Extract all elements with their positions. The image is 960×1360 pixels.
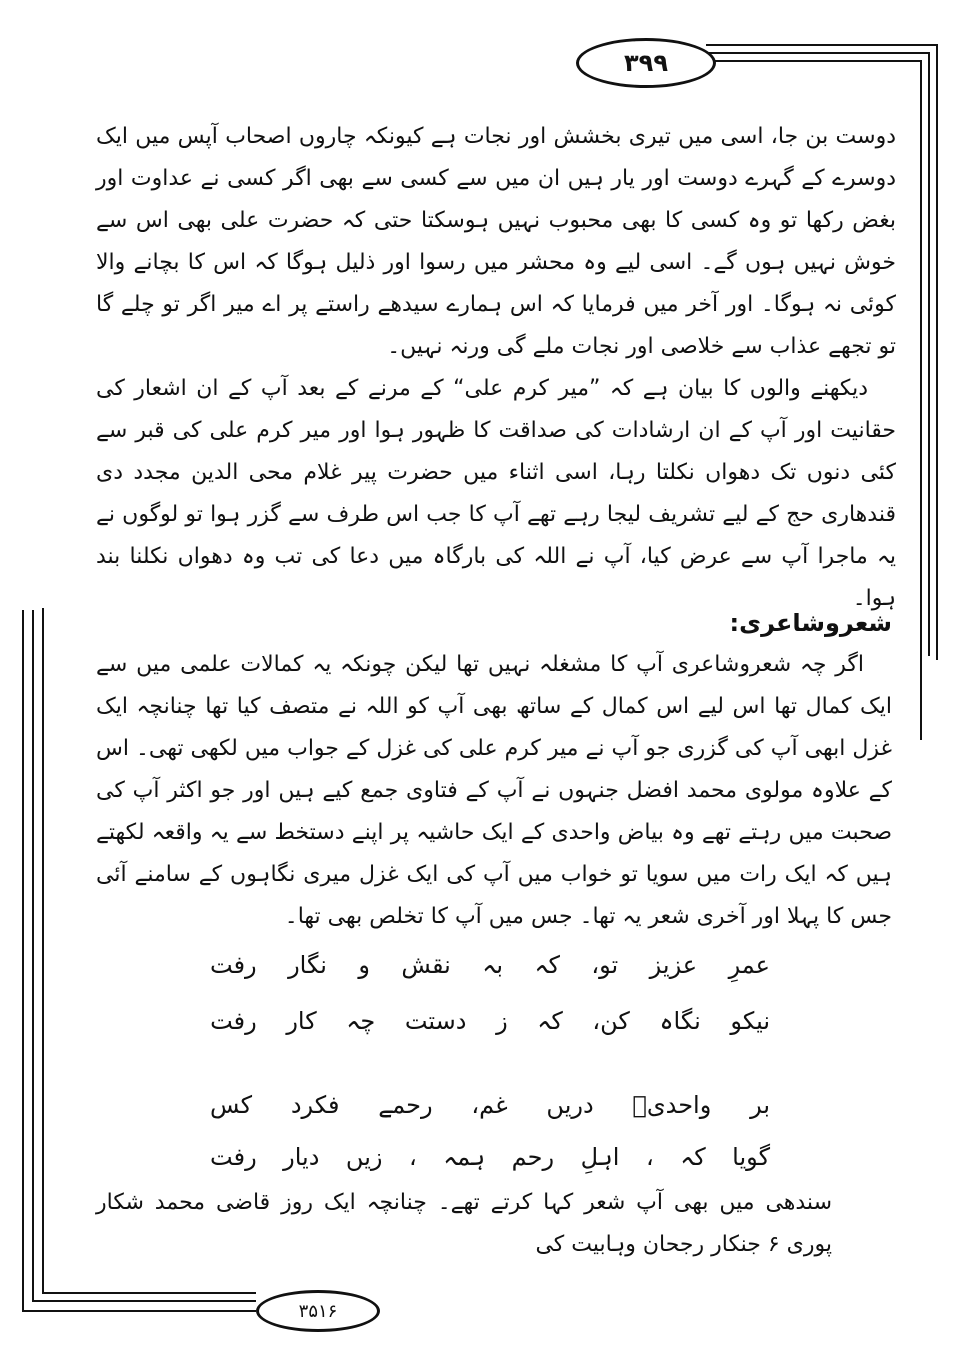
frame-bottom-line-3 xyxy=(42,1292,256,1294)
verse-word: نقش xyxy=(401,951,451,979)
verse-word: غم، xyxy=(471,1091,508,1119)
verse-word: رحمے xyxy=(378,1091,433,1119)
verse-word: نگاہ xyxy=(659,1007,701,1035)
frame-left-line-1 xyxy=(22,610,24,1310)
footer-page-ref: ۳۵۱۶ xyxy=(298,1300,338,1322)
verse-word: دستت xyxy=(404,1007,467,1035)
verse-word: نیکو xyxy=(730,1007,770,1035)
verse-word: رفت xyxy=(210,1007,257,1035)
frame-right-line-1 xyxy=(936,44,938,660)
frame-right-line-3 xyxy=(920,60,922,740)
verse-word: بر xyxy=(750,1091,770,1119)
verse-word: رفت xyxy=(210,951,257,979)
lower-text-block xyxy=(96,602,892,938)
verse-word: کن، xyxy=(592,1007,630,1035)
verse-word: رحم xyxy=(511,1143,555,1171)
verse-line-4 xyxy=(210,1132,770,1182)
frame-top-line-3 xyxy=(706,60,922,62)
verse-word: ، xyxy=(645,1143,654,1171)
verse-word: عمرِ xyxy=(728,951,770,979)
verse-word: کہ xyxy=(537,1007,563,1035)
page-number-oval xyxy=(576,38,716,88)
verse-word: ز xyxy=(496,1007,508,1035)
footer-oval xyxy=(256,1290,380,1332)
verse-word: کہ xyxy=(680,1143,706,1171)
verse-line-1 xyxy=(210,940,770,990)
frame-left-line-2 xyxy=(32,610,34,1300)
closing-line: سندھی میں بھی آپ شعر کہا کرتے تھے۔ چنانچہ ایک روز قاضی محمد شکار پوری ۶ جنکار رجحان وہابیت کی xyxy=(96,1190,832,1257)
paragraph-3: اگر چہ شعروشاعری آپ کا مشغلہ نہیں تھا لیکن چونکہ یہ کمالات علمی میں سے ایک کمال تھا اس لیے اس کمال کے ساتھ بھی آپ کو اللہ نے متصف کیا تھا چنانچہ ایک غزل ابھی آپ کی گزری جو آپ نے میر کرم علی کی غزل کے جواب میں لکھی تھی۔ اس کے علاوہ مولوی محمد افضل جنہوں نے آپ کے فتاوی جمع کیے ہیں اور جو اکثر آپ کی صحبت میں رہتے تھے وہ بیاض واحدی کے ایک حاشیہ پر اپنے دستخط سے یہ واقعہ لکھتے ہیں کہ ایک رات میں سویا تو خواب میں آپ کی ایک غزل میری نگاہوں کے سامنے آئی جس کا پہلا اور آخری شعر یہ تھا۔ جس میں آپ کا تخلص بھی تھا۔ xyxy=(96,652,892,929)
upper-text-block xyxy=(96,116,896,620)
verse-word: کہ xyxy=(534,951,560,979)
frame-right-line-2 xyxy=(928,52,930,656)
verse-word: گویا xyxy=(732,1143,770,1171)
verse-line-2 xyxy=(210,996,770,1046)
verse-word: اہلِ xyxy=(580,1143,620,1171)
verse-word: زیں xyxy=(345,1143,383,1171)
verse-word: دیار xyxy=(283,1143,320,1171)
verse-line-3 xyxy=(210,1080,770,1130)
page-number: ۳۹۹ xyxy=(624,49,668,77)
frame-top-line-2 xyxy=(706,52,930,54)
verse-word: کار xyxy=(286,1007,317,1035)
paragraph-2: دیکھنے والوں کا بیان ہے کہ ”میر کرم علی“ کے مرنے کے بعد آپ کے ان اشعار کی حقانیت اور آپ کے ان ارشادات کی صداقت کا ظہور ہوا اور میر کرم علی کی قبر سے کئی دنوں تک دھواں نکلتا رہا، اسی اثناء میں حضرت پیر غلام محی الدین مجدد دی قندھاری حج کے لیے تشریف لیجا رہے تھے آپ کا جب اس طرف سے گزر ہوا تو لوگوں نے یہ ماجرا آپ سے عرض کیا، آپ نے اللہ کی بارگاہ میں دعا کی تب وہ دھواں نکلنا بند ہوا۔ xyxy=(96,376,896,611)
verse-word: فکرد xyxy=(290,1091,340,1119)
verse-word: رفت xyxy=(210,1143,257,1171)
frame-bottom-line-1 xyxy=(22,1310,256,1312)
verse-word: بہ xyxy=(482,951,503,979)
verse-word: دریں xyxy=(546,1091,594,1119)
paragraph-1: دوست بن جا، اسی میں تیری بخشش اور نجات ہے کیونکہ چاروں اصحاب آپس میں ایک دوسرے کے گہرے دوست اور یار ہیں ان میں سے کسی سے بھی اگر کسی نے عداوت اور بغض رکھا تو وہ کسی کا بھی محبوب نہیں ہوسکتا حتی کہ حضرت علی بھی اس سے خوش نہیں ہوں گے۔ اسی لیے وہ محشر میں رسوا اور ذلیل ہوگا کہ اس کا بچانے والا کوئی نہ ہوگا۔ اور آخر میں فرمایا کہ اس ہمارے سیدھے راستے پر اے میر اگر تو چلے گا تو تجھے عذاب سے خلاصی اور نجات ملے گی ورنہ نہیں۔ xyxy=(96,124,896,359)
closing-text-block xyxy=(96,1182,832,1266)
frame-bottom-line-2 xyxy=(32,1300,256,1302)
section-heading: شعروشاعری: xyxy=(729,609,892,637)
verse-word: عزیز xyxy=(649,951,698,979)
frame-left-line-3 xyxy=(42,608,44,1292)
verse-word: کس xyxy=(210,1091,253,1119)
verse-word: واحدیؔ xyxy=(632,1091,712,1119)
verse-word: و xyxy=(358,951,370,979)
verse-word: چہ xyxy=(346,1007,376,1035)
verse-word: نگار xyxy=(288,951,327,979)
verse-word: ہمہ xyxy=(443,1143,486,1171)
frame-top-line-1 xyxy=(706,44,938,46)
verse-word: ، xyxy=(408,1143,417,1171)
verse-word: تو، xyxy=(591,951,619,979)
